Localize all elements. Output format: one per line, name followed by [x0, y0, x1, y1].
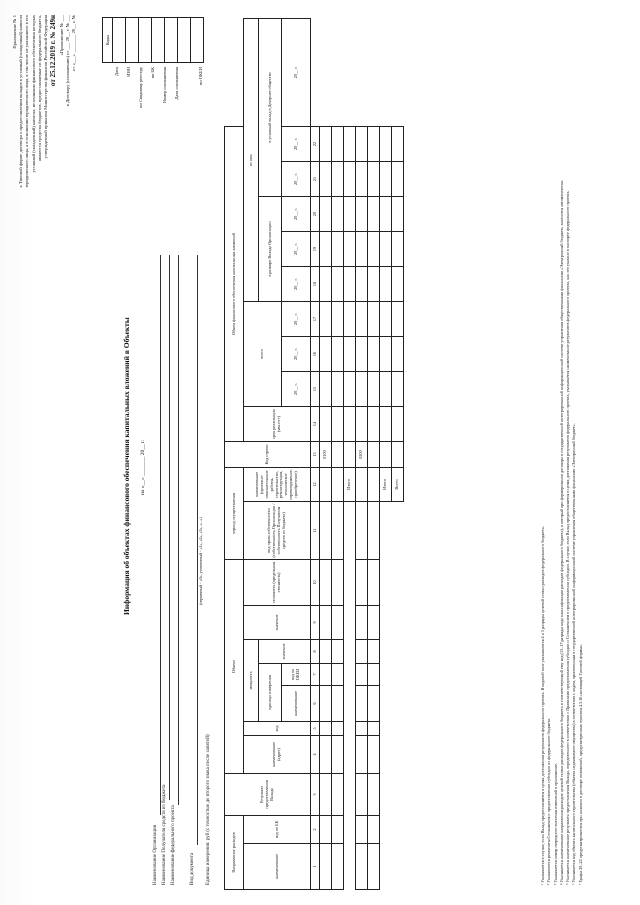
col-number: 9 [311, 606, 320, 640]
col-number: 6 [311, 686, 320, 722]
table-row [380, 19, 392, 890]
th-capacity-value: значение [259, 640, 311, 664]
th-incl-org: в размере Вклада Организации [259, 197, 282, 302]
code-label: по ОКЕИ [198, 67, 203, 86]
code-label: по БК [150, 67, 155, 79]
col-number: 12 [311, 468, 320, 502]
appendix-no-line: «Приложение № ___ [58, 15, 64, 56]
th-unit-name: наименование [282, 686, 311, 722]
code-cell [113, 18, 126, 62]
th-unit: единица измерения [259, 664, 282, 722]
doc-type-note: (первичный - «0», уточненный - «1», «2», «3», «...») [198, 517, 203, 605]
th-year: 20__ г. [282, 267, 311, 302]
col-number: 8 [311, 640, 320, 664]
th-year: 20__ г. [282, 372, 311, 407]
table-row [320, 19, 332, 890]
code-cell [152, 18, 165, 62]
col-number: 22 [311, 126, 320, 161]
footnote: ⁶ Указывается код объекта капитального строительства (объекта недвижимого имущества) в соответствии с кодом, присвоенным в государственной интегрированной информационной системе управления общественными финансами «Электронный бюджет». [571, 423, 577, 885]
th-direction: Направление расходов [225, 816, 244, 890]
th-year: 20__ г. [282, 19, 311, 127]
field-line [160, 255, 161, 815]
codes-box [102, 17, 204, 63]
table-row [332, 19, 344, 890]
code-cell [165, 18, 178, 62]
th-obj-name: наименование (адрес) [244, 736, 311, 774]
col-number: 20 [311, 197, 320, 232]
col-number: 13 [311, 442, 320, 468]
col-number: 15 [311, 372, 320, 407]
appendix-line: от 25.12.2019 г. № 249н [49, 15, 58, 87]
field-line [169, 255, 170, 800]
th-year: 20__ г. [282, 232, 311, 267]
col-number: 4 [311, 736, 320, 774]
table-header-row [225, 19, 244, 890]
date-line: от «___» ________ 20__ г. № [70, 15, 76, 71]
col-number: 11 [311, 502, 320, 560]
code-label: Дата соглашения [174, 67, 179, 100]
appendix-line: уставный (складочный) капитал, источником финансового обеспечения которых [30, 15, 36, 173]
col-number: 19 [311, 232, 320, 267]
code-cell [178, 18, 191, 62]
appendix-header [12, 15, 77, 345]
th-object: Объект [225, 560, 244, 774]
appendix-line: утвержденной приказом Министерства финансов Российской Федерации [42, 15, 48, 159]
th-unit-okei: код по ОКЕИ [282, 664, 311, 686]
th-result: Результат предоставления Вклада [225, 774, 311, 816]
field-recipient: Наименование Получателя средств из бюджета [162, 784, 167, 885]
col-number: 14 [311, 407, 320, 442]
footnote: ⁴ Указывается наименование направления расходов целевой статьи расходов федерального бюджета и соответствующий ему код (13–17 разряды кода классификации расходов федерального бюджета), в который при формировании договора в государственной интегрированной информационной системе управления общественными финансами «Электронный бюджет» заносится автоматически. [558, 179, 564, 885]
col-number: 16 [311, 337, 320, 372]
code-label: Дата [114, 67, 119, 76]
appendix-line: Приложение № 1 [12, 15, 17, 49]
th-ownership: вид права собственности (собственность Организации / собственность Получателя средств из бюджета) [244, 502, 311, 560]
th-year: 20__ г. [282, 337, 311, 372]
th-value: значение [244, 606, 311, 640]
row-code: 0100 [320, 442, 332, 468]
table-row [392, 19, 404, 890]
code-cell [139, 18, 152, 62]
codes-head: Коды [103, 18, 113, 62]
th-bk: код по БК [244, 816, 311, 844]
th-year: 20__ г. [282, 126, 311, 161]
th-cost: стоимость (предельная стоимость) [244, 560, 311, 606]
appendix-line: к Типовой форме договора о предоставлении вкладов в уставный (складочный) капитал [18, 15, 24, 188]
col-number: 17 [311, 302, 320, 337]
footnote: ⁵ Указывается наименование результата предоставления Вклада, определенного в соответствии с Правилами предоставления субсидии и Соглашением о предоставлении субсидии. В случае, если Вклад предоставляется в целях достижения результатов федерального проекта, указывается наименование результатов федерального проекта, как это указано в паспорте федерального проекта. [565, 190, 571, 885]
table-row [344, 19, 356, 890]
row-code: 0200 [356, 442, 368, 468]
col-number: 7 [311, 664, 320, 686]
th-name: наименование [244, 844, 311, 890]
footnote: ² Указываются реквизиты Соглашения о предоставлении субсидии из федерального бюджета. [546, 717, 552, 885]
col-number: 3 [311, 774, 320, 816]
finance-table [224, 18, 404, 890]
field-doc-type: Вид документа [190, 852, 195, 885]
th-year: 20__ г. [282, 302, 311, 337]
appendix-line: являются средства бюджетов, предоставляемые из федерального бюджета, [36, 15, 42, 162]
th-doc-name: наименование (проектно-изыскательские работы, строительство, реконструкция, техническое перевооружение, приобретение) [244, 468, 311, 502]
col-number: 1 [311, 844, 320, 890]
appendix-line: юридического лица, а в отношении юридического лица, в том числе не указанного в его [24, 15, 30, 188]
th-capacity: мощность [244, 640, 259, 722]
code-cell [191, 18, 203, 62]
form-date: на «__» _______ 20__ г. [140, 439, 146, 495]
field-unit: Единица измерения: руб (с точностью до второго знака после запятой) [206, 734, 211, 885]
th-finance: Объем финансового обеспечения капитальных вложений [225, 126, 244, 441]
th-row-code: Код строки [225, 442, 311, 468]
field-organization: Наименование Организации [153, 824, 158, 885]
footnote: ¹ Указывается в случае, если Вклад предоставляется в целях достижения результатов федерального проекта. В кодовой зоне указываются 4 и 5 разряды целевой статьи расходов федерального бюджета. [540, 526, 545, 885]
code-cell [126, 18, 139, 62]
footnote: ⁷ Графы 20–22 предусматриваются при наличии в договоре положений, предусмотренных пунктом 4.3.16 настоящей Типовой формы». [577, 643, 583, 885]
table-row [356, 19, 368, 890]
th-year: 20__ г. [282, 162, 311, 197]
th-code: код [244, 722, 311, 736]
field-project: Наименование федерального проекта [171, 805, 176, 885]
th-year: 20__ г. [282, 197, 311, 232]
code-label: ИНН [126, 67, 131, 77]
footnote: ³ Указывается номер очередного внесения изменений в приложение. [552, 763, 558, 885]
itogo-label: Итого [344, 468, 356, 502]
col-number: 18 [311, 267, 320, 302]
th-total: всего [244, 302, 282, 407]
column-number-row [311, 19, 320, 890]
col-number: 2 [311, 816, 320, 844]
vsego-label: Всего [392, 468, 404, 502]
col-number: 5 [311, 722, 320, 736]
th-period-dates: срок реализации (мм.гггг) [244, 407, 311, 442]
table-row [368, 19, 380, 890]
contract-line: к Договору (соглашению) от ___ 20__ г. № ___ [64, 15, 70, 107]
code-label: Номер соглашения [162, 67, 167, 104]
th-incl: из них: [244, 19, 259, 302]
footnotes [540, 15, 584, 885]
code-label: по Сводному реестру [138, 67, 143, 108]
itogo-label: Итого [380, 468, 392, 502]
form-title: Информация об объектах финансового обеспечения капитальных вложений в Объекты [122, 317, 131, 615]
col-number: 21 [311, 162, 320, 197]
th-period: период осуществления [225, 468, 244, 560]
th-incl-budget: в уставный вклад в Дочернее общество [259, 19, 282, 197]
col-number: 10 [311, 560, 320, 606]
field-line [178, 255, 179, 805]
